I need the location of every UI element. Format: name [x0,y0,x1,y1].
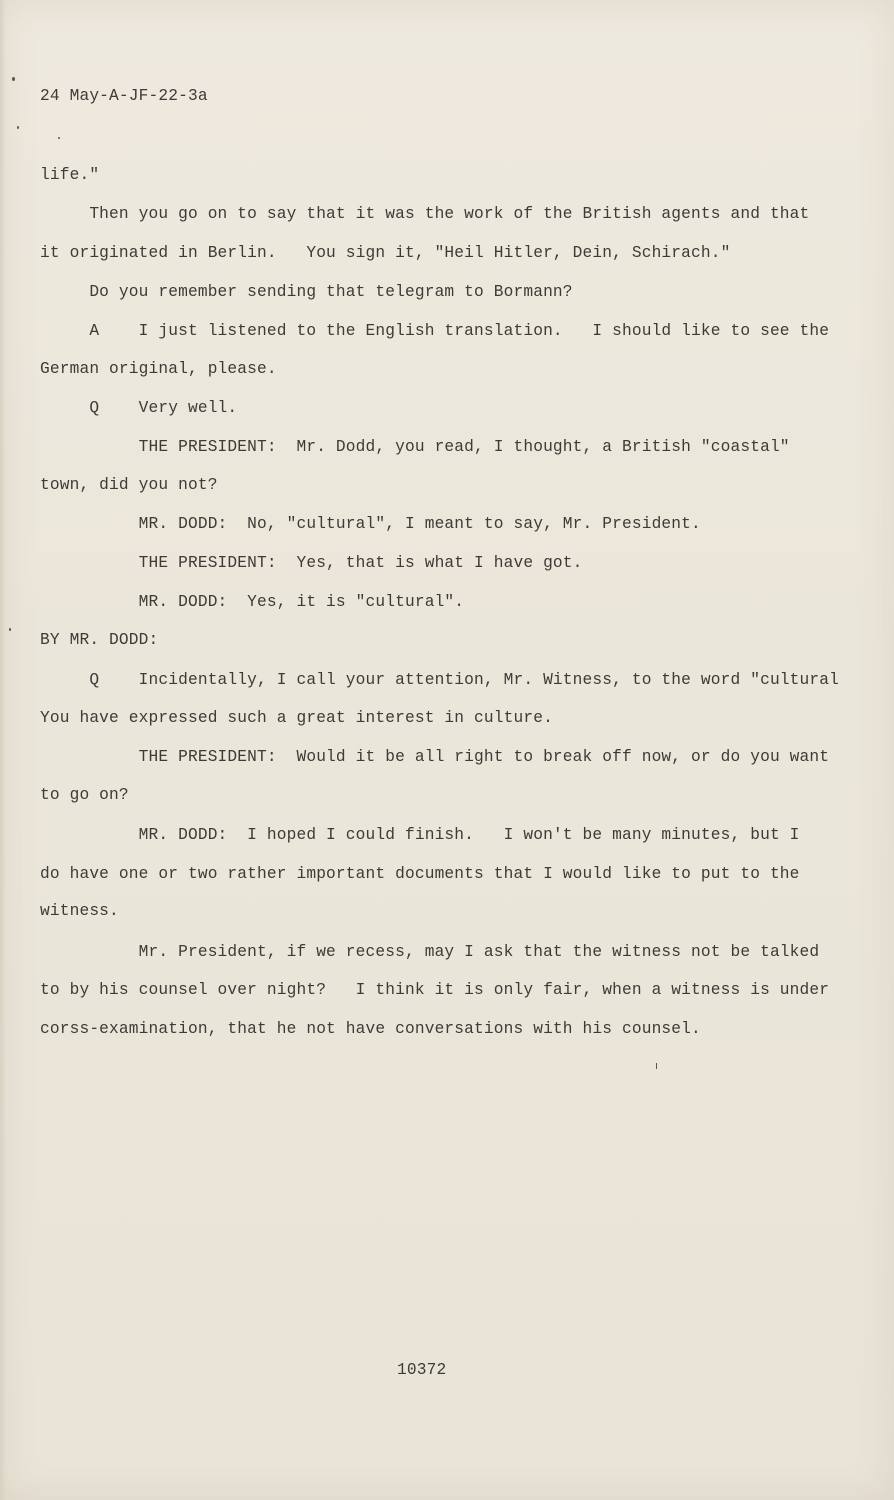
text-line: to go on? [40,786,129,804]
text-line: MR. DODD: No, "cultural", I meant to say, Mr. President. [40,515,701,533]
text-line: town, did you not? [40,476,218,494]
paper-speck [58,137,60,139]
text-line: to by his counsel over night? I think it is only fair, when a witness is under [40,981,830,999]
text-line: THE PRESIDENT: Mr. Dodd, you read, I thought, a British "coastal" [40,438,790,456]
text-line: Q Incidentally, I call your attention, Mr. Witness, to the word "cultural [40,671,839,689]
page-number: 10372 [397,1361,447,1379]
paper-speck [17,126,19,129]
text-line: Q Very well. [40,399,238,417]
text-line: do have one or two rather important documents that I would like to put to the [40,865,800,883]
text-line: witness. [40,902,119,920]
text-line: Do you remember sending that telegram to Bormann? [40,283,573,301]
text-line: life." [40,166,100,184]
paper-speck [12,77,15,81]
text-line: Mr. President, if we recess, may I ask that the witness not be talked [40,943,820,961]
paper-speck [9,628,11,631]
text-line: German original, please. [40,360,277,378]
page-edge [0,0,6,1500]
text-line: MR. DODD: Yes, it is "cultural". [40,593,465,611]
text-line: it originated in Berlin. You sign it, "Heil Hitler, Dein, Schirach." [40,244,731,262]
text-line: corss-examination, that he not have conversations with his counsel. [40,1020,701,1038]
text-line: You have expressed such a great interest in culture. [40,709,553,727]
paper-speck [656,1063,657,1069]
text-line: MR. DODD: I hoped I could finish. I won't be many minutes, but I [40,826,800,844]
text-line: BY MR. DODD: [40,631,159,649]
text-line: THE PRESIDENT: Would it be all right to break off now, or do you want [40,748,830,766]
text-line: Then you go on to say that it was the work of the British agents and that [40,205,810,223]
text-line: A I just listened to the English translation. I should like to see the [40,322,830,340]
text-line: THE PRESIDENT: Yes, that is what I have got. [40,554,583,572]
header-id: 24 May-A-JF-22-3a [40,87,208,105]
